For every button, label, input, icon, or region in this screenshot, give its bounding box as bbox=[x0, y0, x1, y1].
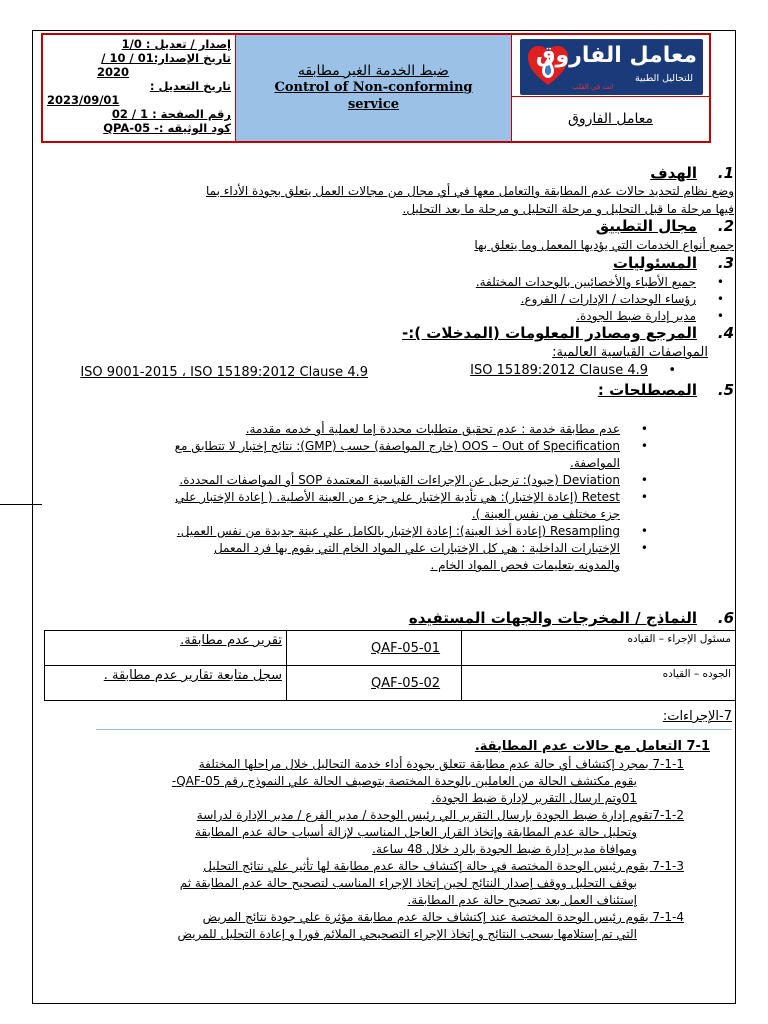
section-2-text: جميع أنواع الخدمات التي يؤديها المعمل وما يتعلق بها bbox=[474, 238, 734, 252]
procedure-line: 01وتم ارسال التقرير لإدارة ضبط الجودة. bbox=[431, 791, 637, 805]
procedure-line: بوقف التحليل ووقف إصدار النتائج لحين إتخاذ الإجراء المناسب لتصحيح حالة عدم المطابقة ثم bbox=[179, 876, 637, 890]
section-5-heading: 5. المصطلحات : bbox=[597, 381, 734, 399]
title-english-2: service bbox=[347, 97, 400, 112]
reference-standards: ISO 9001-2015 ، ISO 15189:2012 Clause 4.9 bbox=[80, 365, 368, 380]
list-item: • Deviation (حيود): ترحيل عن الإجراءات القياسية المعتمدة SOP أو المواصفات المحددة. bbox=[36, 473, 620, 487]
table-cell-code: QAF-05-01 bbox=[371, 640, 441, 656]
logo-cell bbox=[512, 35, 709, 141]
list-item: • Retest (إعادة الإختبار): هي تأدية الإختبار علي جزء من العينة الأصلية. ( إعادة الإختبار علي bbox=[36, 490, 620, 504]
procedure-line: إستئناف العمل بعد تصحيح حالة عدم المطابقة. bbox=[407, 893, 637, 907]
list-item: • الإختبارات الداخلية : هي كل الإختبارات علي المواد الخام التي يقوم بها فرد المعمل bbox=[36, 541, 620, 555]
table-row bbox=[45, 666, 736, 701]
section-3-heading: 3. المسئوليات bbox=[612, 254, 734, 272]
procedure-line: 7-1-3 يقوم رئيس الوحدة المختصة في حالة إكتشاف حالة عدم مطابقة لها تأثير علي نتائج التحليل bbox=[203, 859, 684, 873]
procedure-line: 7-1-1 بمجرد إكتشاف أي حالة عدم مطابقة تتعلق بجودة أداء خدمة التحاليل خلال مراحلها المختلفة bbox=[198, 757, 684, 771]
document-title bbox=[236, 35, 512, 141]
revision-date: 2023/09/01 bbox=[47, 93, 120, 107]
list-item: • مدير إدارة ضبط الجودة. bbox=[36, 309, 696, 323]
table-cell-code: QAF-05-02 bbox=[371, 675, 441, 691]
document-meta bbox=[43, 35, 236, 141]
procedure-line: التي تم إستلامها بسحب النتائج و إتخاذ الإجراء التصحيحي الملائم فورا و إعادة التحليل للمريض bbox=[177, 927, 637, 941]
list-item: • رؤساء الوحدات / الإدارات / الفروع. bbox=[36, 292, 696, 306]
table-cell-owner: مسئول الإجراء – القياده bbox=[627, 633, 731, 645]
lab-name: معامل الفاروق bbox=[568, 111, 653, 127]
table-cell-owner: الجوده – القياده bbox=[662, 668, 731, 680]
list-item: • عدم مطابقة خدمة : عدم تحقيق متطلبات محددة إما لعملية أو خدمه مقدمة. bbox=[36, 422, 620, 436]
list-item: • OOS – Out of Specification (خارج المواصفة) حسب (GMP): نتائج إختبار لا تتطابق مع bbox=[36, 439, 620, 453]
section-6-heading: 6. النماذج / المخرجات والجهات المستفيده bbox=[408, 609, 734, 627]
procedure-line: 7-1-4 يقوم رئيس الوحدة المختصة عند إكتشاف حالة عدم مطابقة مؤثرة علي جودة نتائج المريض bbox=[202, 910, 684, 924]
section-7-heading: 7-الإجراءات: bbox=[662, 709, 732, 724]
margin-line bbox=[0, 504, 42, 505]
section-4-sub: المواصفات القياسية العالمية: bbox=[552, 345, 708, 360]
section-1-text-2: فيها مرحلة ما قبل التحليل و مرحلة التحليل و مرحلة ما بعد التحليل. bbox=[402, 202, 734, 216]
procedure-line: 7-1-2تقوم إدارة ضبط الجودة بإرسال التقرير الي رئيس الوحدة / مدير الفرع / مدير الإدارة لدراسة bbox=[196, 808, 684, 822]
table-row bbox=[45, 631, 736, 666]
list-item: • ISO 15189:2012 Clause 4.9 bbox=[36, 364, 648, 378]
divider bbox=[96, 729, 732, 730]
revision-date-label: تاريخ التعديل : bbox=[149, 79, 231, 93]
procedure-line: يقوم مكتشف الحالة من العاملين بالوحدة المختصة بتوصيف الحالة علي النموذج رقم QAF-05- bbox=[171, 774, 637, 788]
title-arabic: ضبط الخدمة الغير مطابقه bbox=[298, 63, 449, 79]
table-cell-name: سجل متابعة تقارير عدم مطابقة . bbox=[103, 668, 282, 683]
table-cell-name: تقرير عدم مطابقة. bbox=[180, 633, 282, 648]
document-code: كود الوثيقه :- QPA-05 bbox=[103, 121, 231, 135]
issue-date: تاريخ الإصدار:01 / 10 / bbox=[101, 51, 231, 65]
term-line: والمدونه بتعليمات فحص المواد الخام . bbox=[430, 558, 620, 572]
section-1-text-1: وضع نظام لتحديد حالات عدم المطابقة والتعامل معها في أي مجال من مجالات العمل يتعلق بجودة الأداء بما bbox=[205, 184, 734, 198]
procedure-line: وموافاة مدير إدارة ضبط الجودة بالرد خلال 48 ساعة. bbox=[372, 842, 637, 856]
forms-table bbox=[44, 630, 736, 701]
section-7-1-heading: 7-1 التعامل مع حالات عدم المطابقة. bbox=[474, 739, 710, 754]
list-item: • Resampling (إعادة أخذ العينة): إعادة الإختبار بالكامل علي عينة جديدة من نفس العميل. bbox=[36, 524, 620, 538]
section-2-heading: 2. مجال التطبيق bbox=[595, 217, 734, 235]
title-english-1: Control of Non-conforming bbox=[274, 80, 473, 95]
term-line: جزء مختلف من نفس العينة ). bbox=[471, 507, 620, 521]
list-item: • جميع الأطباء والأخصائيين بالوحدات المختلفة. bbox=[36, 275, 696, 289]
page-number: رقم الصفحة : 1 / 02 bbox=[111, 107, 231, 121]
company-logo: معامل الفاروق للتحاليل الطبية انت في القلب bbox=[520, 39, 703, 95]
procedure-line: وتحليل حالة عدم المطابقة وإتخاذ القرار العاجل المناسب لإزالة أسباب حالة عدم المطابقة bbox=[194, 825, 637, 839]
issue-date-year: 2020 bbox=[97, 65, 130, 79]
document-header bbox=[41, 33, 711, 143]
term-line: المواصفة. bbox=[570, 456, 620, 470]
section-1-heading: 1. الهدف bbox=[650, 164, 734, 182]
section-4-heading: 4. المرجع ومصادر المعلومات (المدخلات ):- bbox=[401, 324, 734, 342]
issue-revision: إصدار / تعديل : 1/0 bbox=[121, 37, 231, 51]
